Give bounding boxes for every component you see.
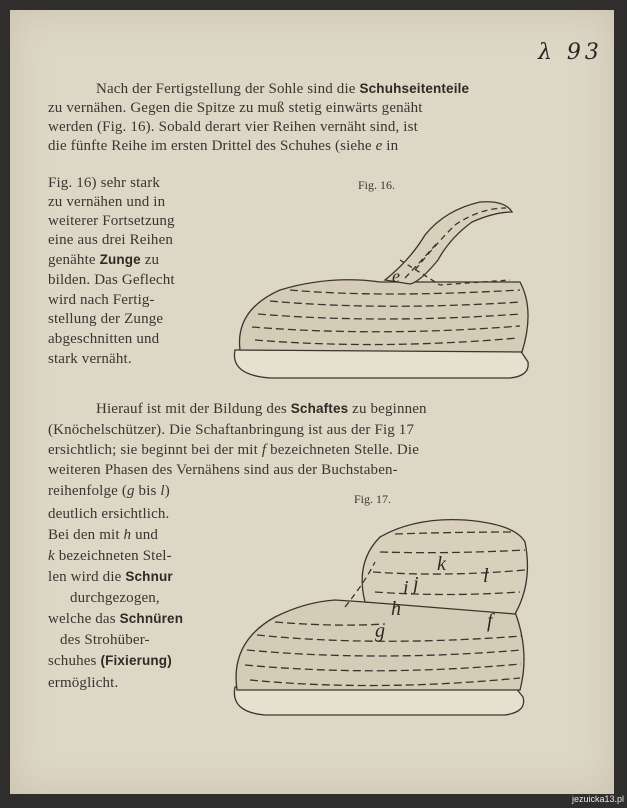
term-zunge: Zunge	[99, 252, 141, 267]
text-line: durchgezogen,	[70, 590, 160, 606]
text-line: eine aus drei Reihen	[48, 232, 174, 248]
watermark: jezuicka13.pl	[571, 794, 624, 804]
text-line: die fünfte Reihe im ersten Drittel des Schuhes (siehe e in	[48, 138, 399, 154]
text-line: weiterer Fortsetzung	[48, 213, 175, 229]
figure-16-label-e: e	[392, 266, 400, 286]
figure-17-label-k: k	[437, 553, 446, 575]
document-page	[10, 10, 614, 794]
text-line: stark vernäht.	[48, 351, 132, 367]
text-line: reihenfolge (g bis l)	[48, 483, 170, 499]
text-line: deutlich ersichtlich.	[48, 506, 170, 522]
figure-16-caption: Fig. 16.	[358, 178, 396, 192]
term-schnueren: Schnüren	[119, 611, 184, 626]
text-line: abgeschnitten und	[48, 331, 160, 347]
text-line: zu vernähen. Gegen die Spitze zu muß stetig einwärts genäht	[48, 100, 423, 116]
figure-16-straw-shoe-illustration	[210, 190, 540, 390]
term-schuhseitenteile: Schuhseitenteile	[359, 81, 470, 96]
text-line: ermöglicht.	[48, 675, 119, 691]
term-schaftes: Schaftes	[290, 401, 349, 416]
figure-17-label-i: i	[403, 577, 409, 599]
text-line: bilden. Das Geflecht	[48, 272, 175, 288]
term-fixierung: (Fixierung)	[100, 653, 172, 668]
figure-17-label-f: f	[487, 610, 493, 632]
text-line: weiteren Phasen des Vernähens sind aus der Buchstaben-	[48, 462, 398, 478]
figure-17-caption: Fig. 17.	[354, 492, 392, 506]
text-line: k bezeichneten Stel-	[48, 548, 172, 564]
text-line: (Knöchelschützer). Die Schaftanbringung ist aus der Fig 17	[48, 422, 415, 438]
handwritten-page-note: λ 93	[538, 40, 603, 65]
figure-17-label-h: h	[391, 598, 401, 620]
text-line: Nach der Fertigstellung der Sohle sind die Schuhseitenteile	[96, 81, 470, 97]
figure-17-straw-shoe-illustration	[215, 502, 535, 727]
text-line: len wird die Schnur	[48, 569, 173, 585]
figure-17-label-j: j	[413, 573, 419, 595]
term-schnur: Schnur	[125, 569, 173, 584]
text-line: welche das Schnüren	[48, 611, 184, 627]
text-line: Hierauf ist mit der Bildung des Schaftes zu beginnen	[96, 401, 427, 417]
text-line: des Strohüber-	[60, 632, 150, 648]
text-line: Bei den mit h und	[48, 527, 159, 543]
text-line: zu vernähen und in	[48, 194, 166, 210]
text-line: werden (Fig. 16). Sobald derart vier Reihen vernäht sind, ist	[48, 119, 418, 135]
text-line: stellung der Zunge	[48, 311, 164, 327]
text-line: wird nach Fertig-	[48, 292, 155, 308]
figure-17-label-l: l	[483, 565, 489, 587]
text-line: genähte Zunge zu	[48, 252, 160, 268]
text-line: Fig. 16) sehr stark	[48, 175, 161, 191]
text-line: ersichtlich; sie beginnt bei der mit f bezeichneten Stelle. Die	[48, 442, 420, 458]
text-line: schuhes (Fixierung)	[48, 653, 172, 669]
figure-17-label-g: g	[375, 620, 385, 642]
